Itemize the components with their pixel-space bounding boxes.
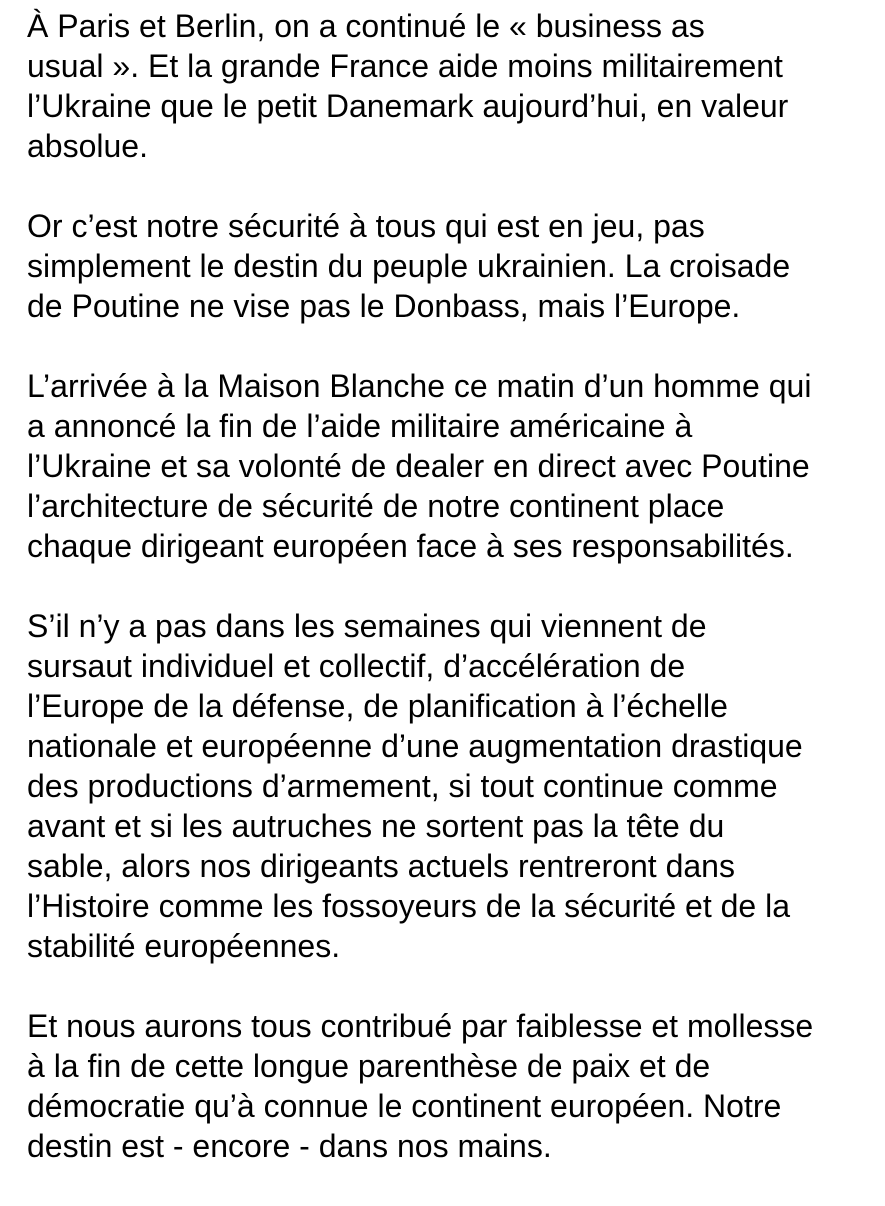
text-line: S’il n’y a pas dans les semaines qui viennent de	[27, 608, 707, 644]
text-line: sursaut individuel et collectif, d’accélération de	[27, 648, 686, 684]
text-line: chaque dirigeant européen face à ses responsabilités.	[27, 528, 794, 564]
text-line: l’Histoire comme les fossoyeurs de la sécurité et de la	[27, 888, 790, 924]
text-line: stabilité européennes.	[27, 928, 341, 964]
text-line: démocratie qu’à connue le continent européen. Notre	[27, 1088, 782, 1124]
text-line: avant et si les autruches ne sortent pas la tête du	[27, 808, 725, 844]
text-line: absolue.	[27, 128, 148, 164]
paragraph-4	[27, 606, 872, 966]
text-line: l’Europe de la défense, de planification à l’échelle	[27, 688, 728, 724]
paragraph-2	[27, 206, 872, 326]
text-line: nationale et européenne d’une augmentation drastique	[27, 728, 803, 764]
text-line: à la fin de cette longue parenthèse de paix et de	[27, 1048, 711, 1084]
text-line: de Poutine ne vise pas le Donbass, mais l’Europe.	[27, 288, 741, 324]
text-line: À Paris et Berlin, on a continué le « business as	[27, 8, 705, 44]
text-line: usual ». Et la grande France aide moins militairement	[27, 48, 783, 84]
note-body	[27, 6, 872, 1206]
text-line: Or c’est notre sécurité à tous qui est en jeu, pas	[27, 208, 705, 244]
text-line: l’Ukraine et sa volonté de dealer en direct avec Poutine	[27, 448, 810, 484]
text-line: L’arrivée à la Maison Blanche ce matin d’un homme qui	[27, 368, 812, 404]
text-line: l’Ukraine que le petit Danemark aujourd’hui, en valeur	[27, 88, 789, 124]
text-line: Et nous aurons tous contribué par faiblesse et mollesse	[27, 1008, 814, 1044]
paragraph-1	[27, 6, 872, 166]
text-line: l’architecture de sécurité de notre continent place	[27, 488, 725, 524]
text-line: a annoncé la fin de l’aide militaire américaine à	[27, 408, 693, 444]
paragraph-3	[27, 366, 872, 566]
text-line: destin est - encore - dans nos mains.	[27, 1128, 552, 1164]
text-line: des productions d’armement, si tout continue comme	[27, 768, 778, 804]
text-line: sable, alors nos dirigeants actuels rentreront dans	[27, 848, 735, 884]
paragraph-5	[27, 1006, 872, 1166]
text-line: simplement le destin du peuple ukrainien. La croisade	[27, 248, 791, 284]
